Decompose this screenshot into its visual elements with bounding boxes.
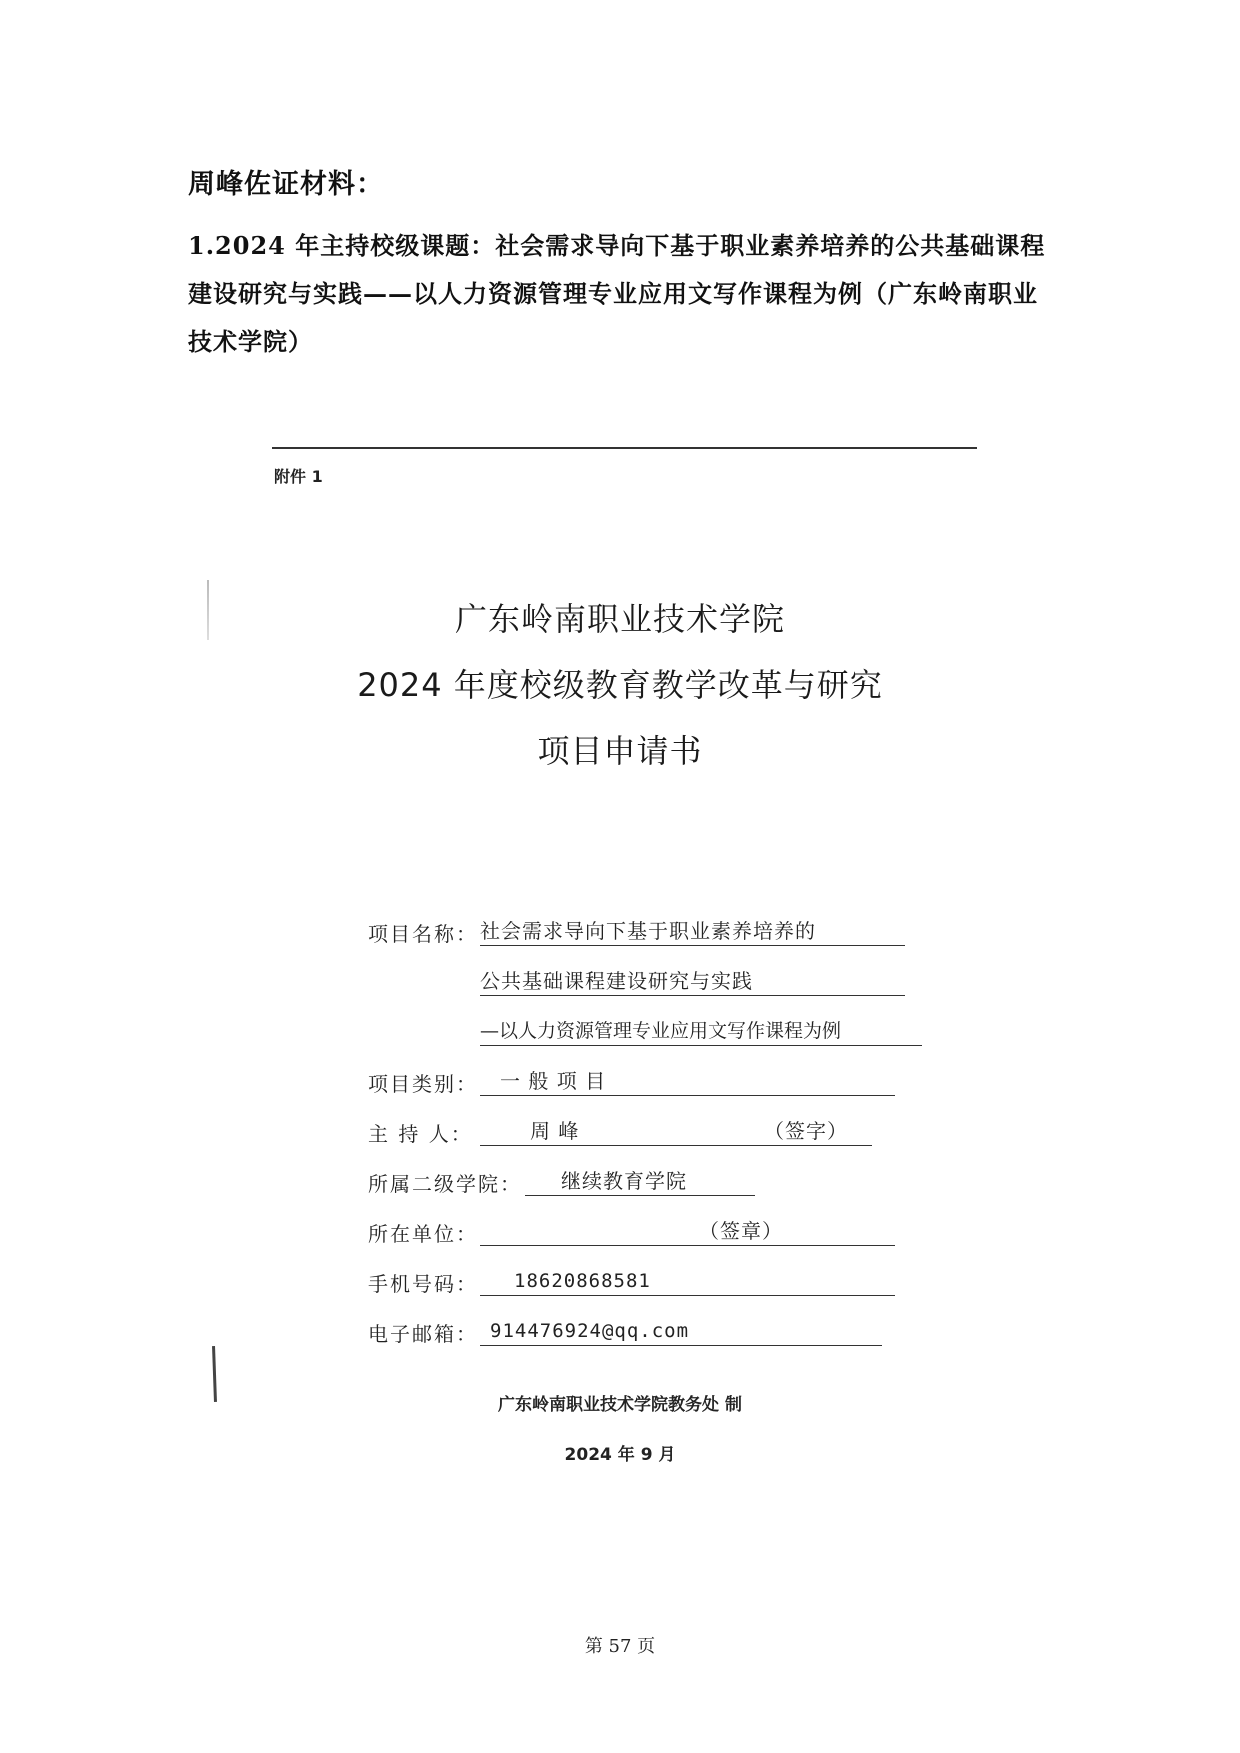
unit-seal-note: （签章） — [699, 1219, 783, 1243]
email-label: 电子邮箱： — [368, 1322, 478, 1346]
host-value-line — [480, 1116, 872, 1146]
issue-date: 2024 年 9 月 — [564, 1445, 676, 1465]
scan-mark — [212, 1346, 217, 1402]
host-value: 周 峰 — [530, 1119, 580, 1143]
cover-title-document: 项目申请书 — [537, 732, 703, 770]
host-label: 主 持 人： — [368, 1122, 473, 1146]
issuer: 广东岭南职业技术学院教务处 制 — [498, 1395, 742, 1415]
email-value: 914476924@qq.com — [480, 1316, 882, 1346]
scan-mark — [207, 580, 209, 640]
cover-title-school: 广东岭南职业技术学院 — [454, 600, 785, 638]
college-value: 继续教育学院 — [525, 1166, 755, 1196]
top-rule — [272, 447, 977, 449]
intro-paragraph: 1.2024 年主持校级课题：社会需求导向下基于职业素养培养的公共基础课程建设研究与实践——以人力资源管理专业应用文写作课程为例（广东岭南职业技术学院） — [188, 231, 1046, 356]
category-value: 一 般 项 目 — [480, 1066, 895, 1096]
host-signature-note: （签字） — [764, 1119, 848, 1143]
phone-label: 手机号码： — [368, 1272, 478, 1296]
project-name-label: 项目名称： — [368, 922, 478, 946]
project-name-line-2: 公共基础课程建设研究与实践 — [480, 966, 905, 996]
category-label: 项目类别： — [368, 1072, 478, 1096]
unit-label: 所在单位： — [368, 1222, 478, 1246]
project-name-line-1: 社会需求导向下基于职业素养培养的 — [480, 916, 905, 946]
page-heading: 周峰佐证材料： — [188, 169, 384, 200]
project-name-line-3: —以人力资源管理专业应用文写作课程为例 — [480, 1016, 922, 1046]
page-number: 第 57 页 — [584, 1636, 656, 1657]
unit-value-line — [480, 1216, 895, 1246]
cover-title-program: 2024 年度校级教育教学改革与研究 — [357, 666, 883, 704]
appendix-label: 附件 1 — [274, 467, 323, 486]
college-label: 所属二级学院： — [368, 1172, 522, 1196]
phone-value: 18620868581 — [480, 1266, 895, 1296]
